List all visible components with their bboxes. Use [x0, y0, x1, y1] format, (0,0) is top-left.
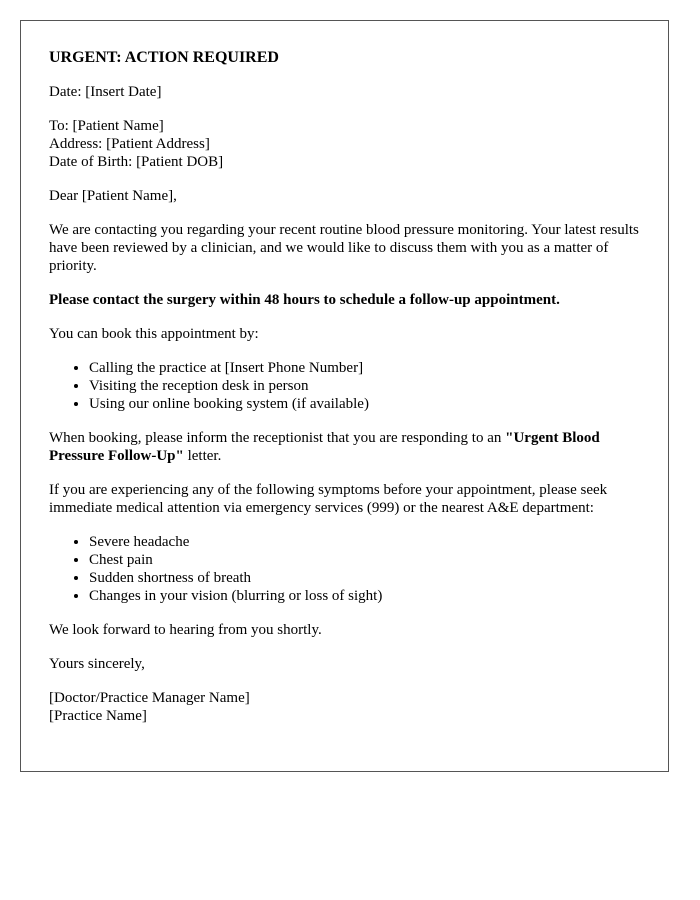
closing-line: We look forward to hearing from you shortly. — [49, 622, 322, 638]
booking-note-suffix: letter. — [183, 448, 222, 464]
letter-type-emphasis: "Urgent Blood Pressure Follow-Up" — [49, 430, 600, 464]
recipient-dob: Date of Birth: [Patient DOB] — [49, 154, 224, 170]
recipient-name: To: [Patient Name] — [49, 118, 164, 134]
booking-intro: You can book this appointment by: — [49, 326, 259, 342]
list-item: • Using our online booking system (if available) — [89, 395, 647, 413]
letter-heading: URGENT: ACTION REQUIRED — [49, 49, 279, 66]
list-item: • Severe headache — [89, 533, 647, 551]
booking-options-list — [49, 359, 647, 413]
letter-page — [20, 20, 669, 772]
intro-paragraph: We are contacting you regarding your recent routine blood pressure monitoring. Your latest results have been reviewed by a clinician, and we would like to discuss them with you as a matter of priority. — [49, 222, 639, 274]
recipient-address: Address: [Patient Address] — [49, 136, 210, 152]
date-line: Date: [Insert Date] — [49, 84, 162, 100]
list-item: • Visiting the reception desk in person — [89, 377, 647, 395]
salutation: Dear [Patient Name], — [49, 188, 177, 204]
booking-note-text: When booking, please inform the receptionist that you are responding to an — [49, 430, 506, 446]
list-item: • Sudden shortness of breath — [89, 569, 647, 587]
signature-block — [49, 689, 647, 725]
list-item: • Calling the practice at [Insert Phone Number] — [89, 359, 647, 377]
signatory-name: [Doctor/Practice Manager Name] — [49, 690, 250, 706]
call-to-action: Please contact the surgery within 48 hours to schedule a follow-up appointment. — [49, 292, 560, 308]
booking-note — [49, 429, 647, 465]
valediction: Yours sincerely, — [49, 656, 145, 672]
list-item: • Changes in your vision (blurring or loss of sight) — [89, 587, 647, 605]
list-item: • Chest pain — [89, 551, 647, 569]
symptoms-list — [49, 533, 647, 605]
recipient-block — [49, 117, 647, 171]
practice-name: [Practice Name] — [49, 708, 147, 724]
symptoms-intro: If you are experiencing any of the following symptoms before your appointment, please seek immediate medical attention via emergency services (999) or the nearest A&E department: — [49, 482, 608, 516]
